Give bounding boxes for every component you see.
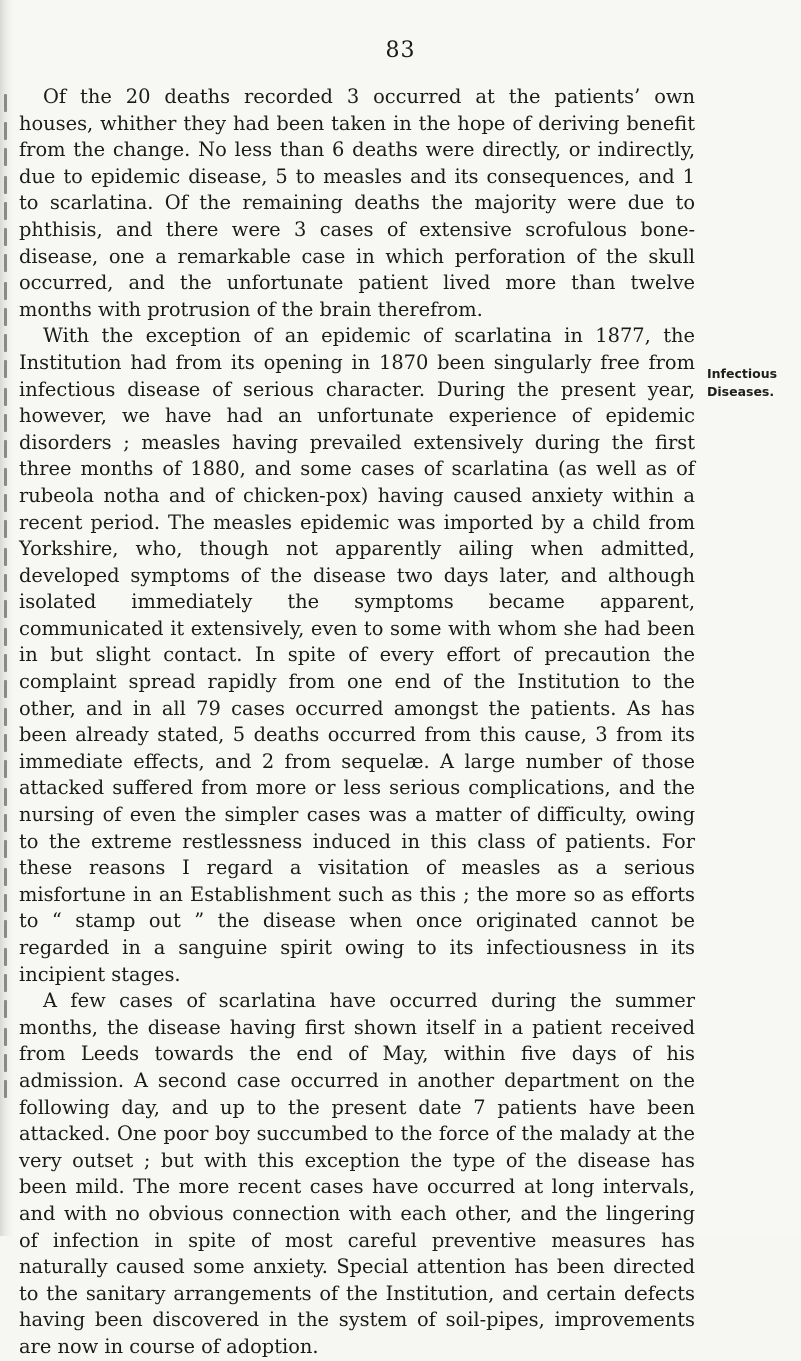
page-number: 83 <box>385 38 416 63</box>
body-text <box>19 84 695 1361</box>
paragraph: A few cases of scarlatina have occurred during the summer months, the disease having first shown itself in a patient received from Leeds towards the end of May, within five days of his admission. A second case occurred in another department on the following day, and up to the present date 7 patients have been attacked. One poor boy succumbed to the force of the malady at the very outset ; but with this exception the type of the disease has been mild. The more recent cases have occurred at long intervals, and with no obvious connection with each other, and the lingering of infection in spite of most careful preventive measures has naturally caused some anxiety. Special attention has been directed to the sanitary arrangements of the Institution, and certain defects having been discovered in the system of soil-pipes, improvements are now in course of adoption. <box>19 989 695 1358</box>
paragraph: Of the 20 deaths recorded 3 occurred at the patients’ own houses, whither they had been taken in the hope of deriving benefit from the change. No less than 6 deaths were directly, or indirectly, due to epidemic disease, 5 to measles and its consequences, and 1 to scarlatina. Of the remaining deaths the majority were due to phthisis, and there were 3 cases of extensive scrofulous bone-disease, one a remarkable case in which perforation of the skull occurred, and the unfortunate patient lived more than twelve months with protrusion of the brain therefrom. <box>19 85 695 321</box>
margin-note-line: Infectious <box>707 366 778 381</box>
margin-note <box>707 365 799 401</box>
margin-note-line: Diseases. <box>707 384 775 399</box>
paragraph: With the exception of an epidemic of scarlatina in 1877, the Institution had from its opening in 1870 been singularly free from infectious disease of serious character. During the present year, however, we have had an unfortunate experience of epidemic disorders ; measles having prevailed extensively during the first three months of 1880, and some cases of scarlatina (as well as of rubeola notha and of chicken-pox) having caused anxiety within a recent period. The measles epidemic was imported by a child from Yorkshire, who, though not apparently ailing when admitted, developed symptoms of the disease two days later, and although isolated immediately the symptoms became apparent, communicated it extensively, even to some with whom she had been in but slight contact. In spite of every effort of precaution the complaint spread rapidly from one end of the Institution to the other, and in all 79 cases occurred amongst the patients. As has been already stated, 5 deaths occurred from this cause, 3 from its immediate effects, and 2 from sequelæ. A large number of those attacked suffered from more or less serious complications, and the nursing of even the simpler cases was a matter of difficulty, owing to the extreme restlessness induced in this class of patients. For these reasons I regard a visitation of measles as a serious misfortune in an Establishment such as this ; the more so as efforts to “ stamp out ” the disease when once originated cannot be regarded in a sanguine spirit owing to its infectiousness in its incipient stages. <box>19 324 695 986</box>
gutter-marks <box>2 88 12 1238</box>
